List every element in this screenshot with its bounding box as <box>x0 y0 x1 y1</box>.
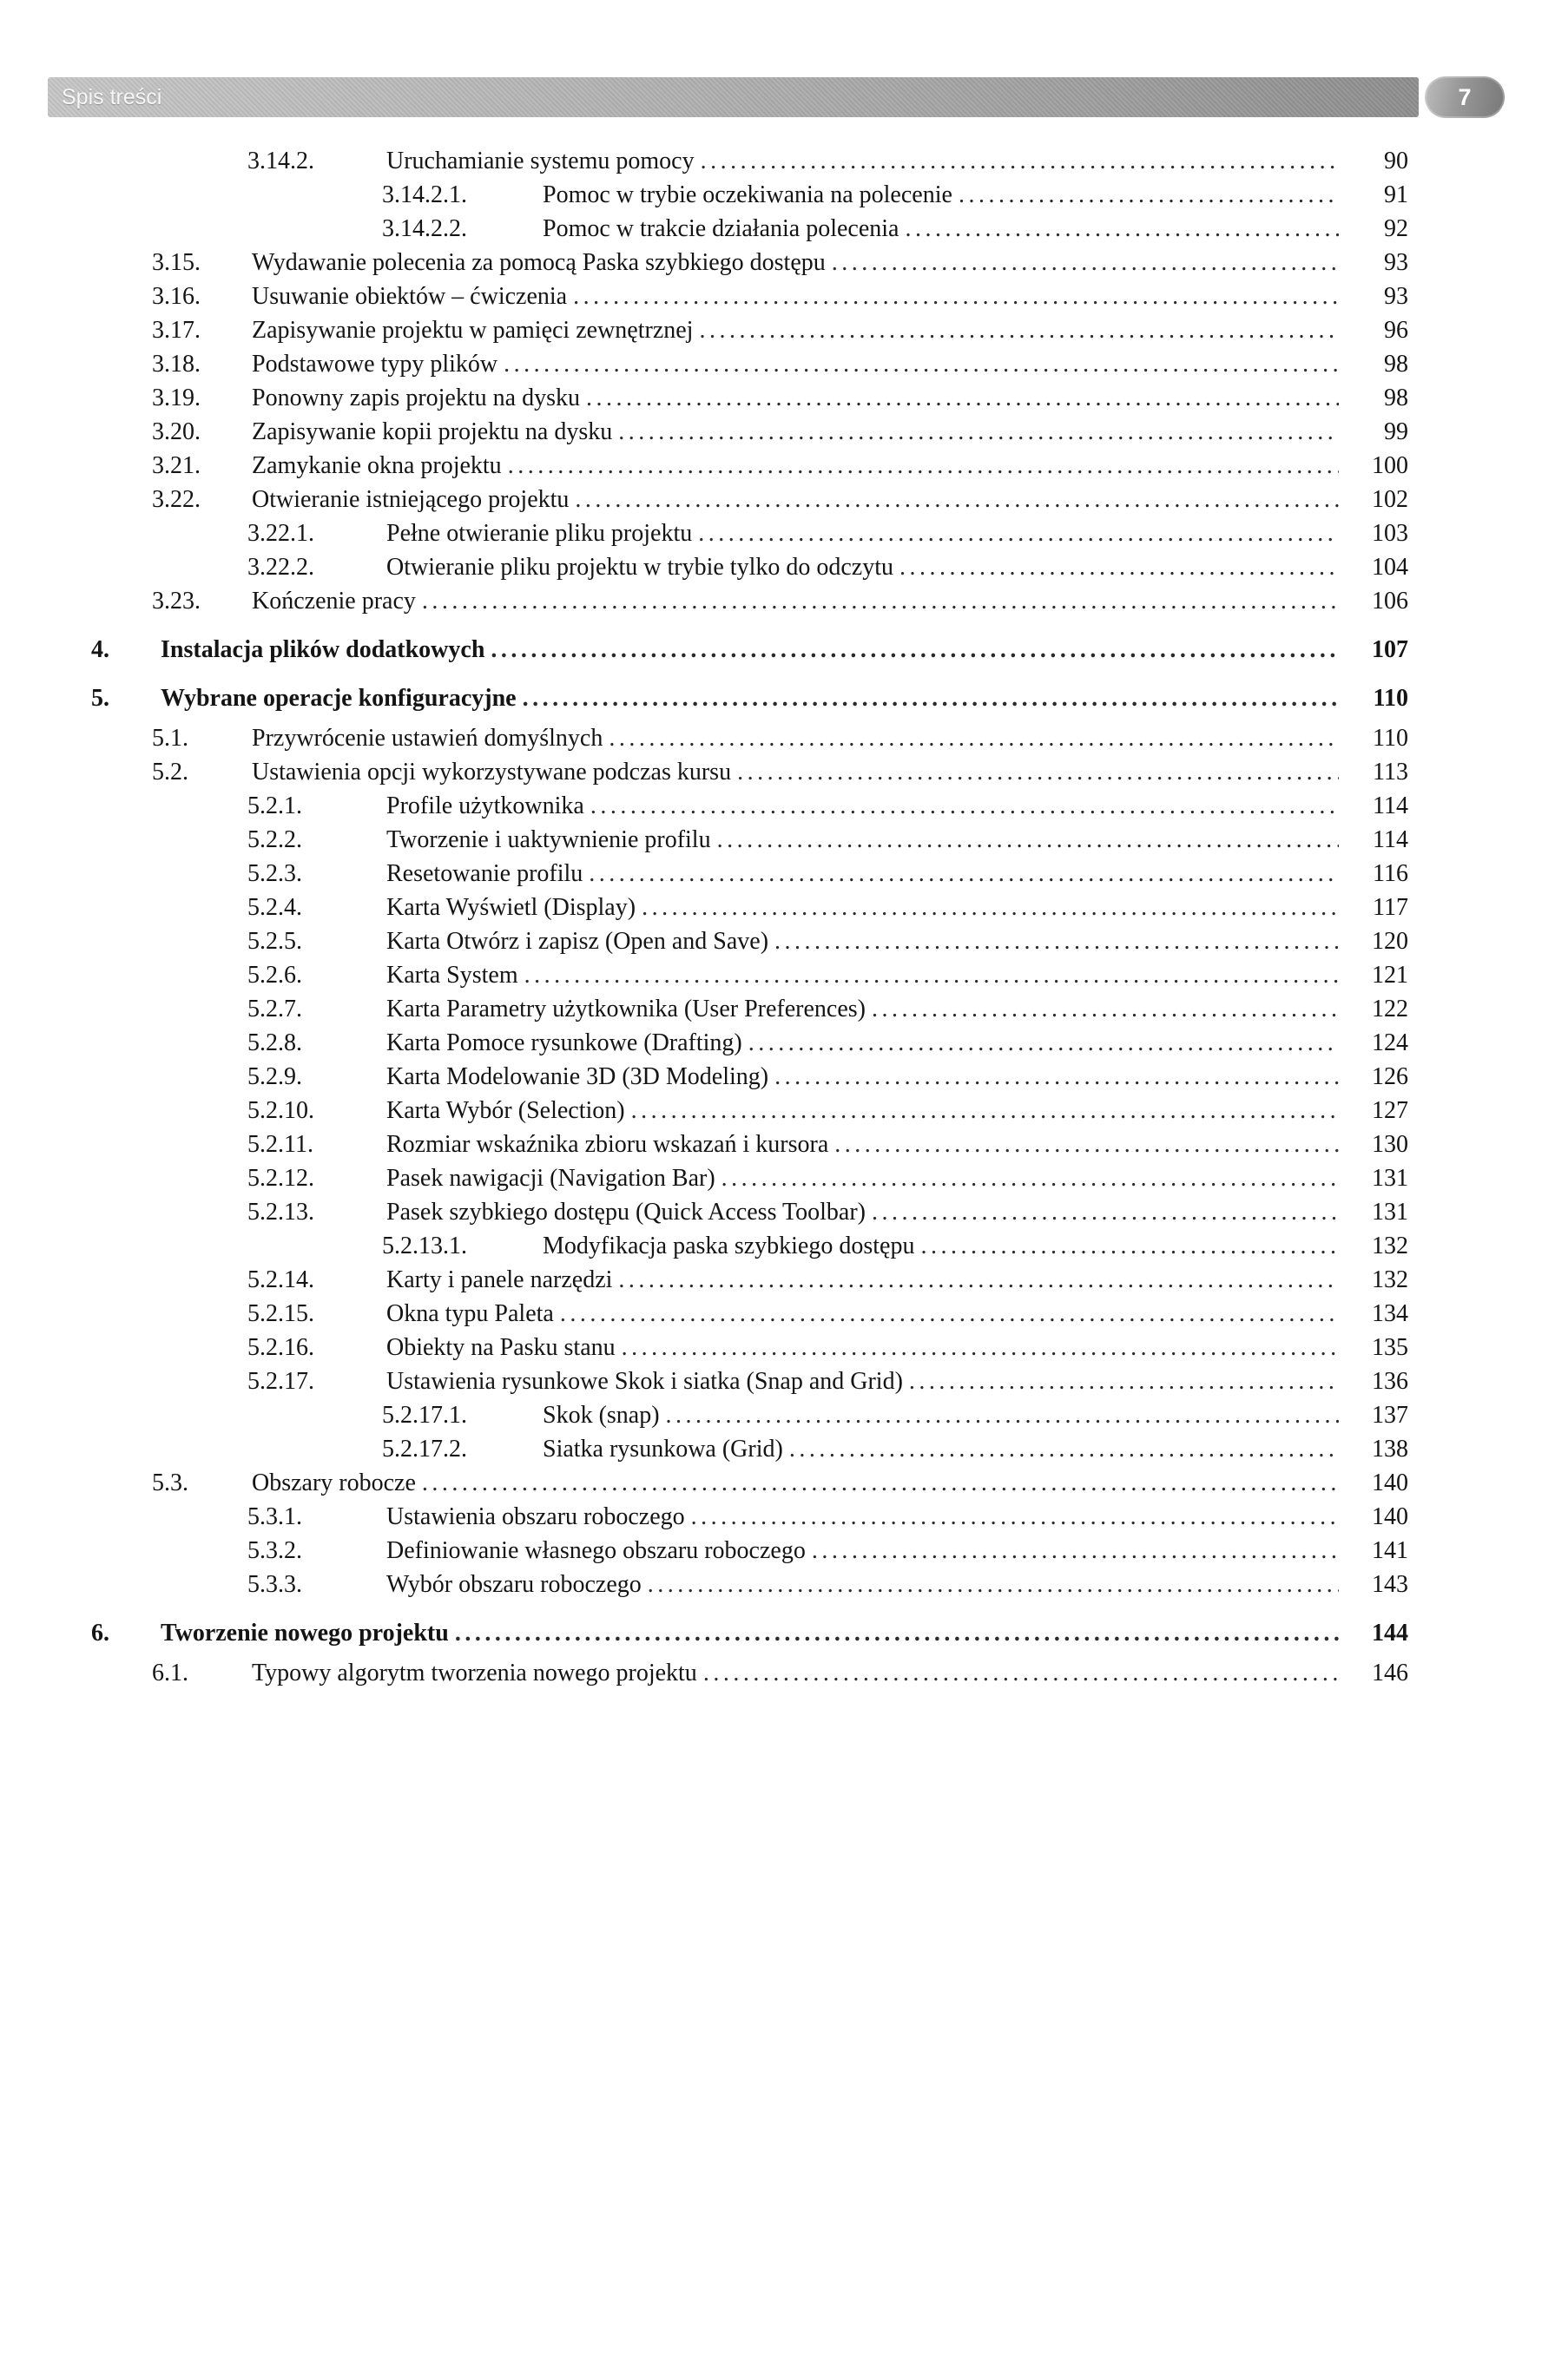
toc-entry <box>0 1060 1408 1094</box>
toc-entry <box>0 924 1408 958</box>
toc-leader-dots <box>905 212 1339 246</box>
toc-entry-number: 3.22.1. <box>247 520 314 547</box>
toc-entry-number: 3.22. <box>152 486 201 513</box>
toc-entry <box>0 1616 1408 1650</box>
toc-entry-number: 3.16. <box>152 283 201 310</box>
toc-entry-page: 126 <box>1372 1063 1408 1090</box>
toc-entry-number: 5.3. <box>152 1469 188 1496</box>
header-bar <box>48 77 1419 117</box>
toc-entry-page: 117 <box>1373 894 1408 921</box>
toc-entry-title: Pasek szybkiego dostępu (Quick Access Toolbar) <box>386 1199 866 1226</box>
toc-entry <box>0 721 1408 755</box>
toc-leader-dots <box>586 381 1339 415</box>
toc-entry-title: Wybór obszaru roboczego <box>386 1571 642 1598</box>
toc-entry-page: 93 <box>1384 249 1408 276</box>
toc-entry-title: Resetowanie profilu <box>386 860 583 887</box>
toc-entry-number: 5.2.14. <box>247 1266 314 1293</box>
toc-leader-dots <box>872 1195 1339 1229</box>
toc-leader-dots <box>422 584 1339 618</box>
toc-entry-number: 3.14.2.2. <box>382 215 467 242</box>
toc-entry-title: Karta System <box>386 962 518 989</box>
toc-entry-page: 121 <box>1372 962 1408 989</box>
toc-entry-number: 5.2.17. <box>247 1368 314 1395</box>
toc-entry-number: 5.2.11. <box>247 1131 313 1158</box>
toc-entry-title: Pasek nawigacji (Navigation Bar) <box>386 1165 715 1192</box>
toc-entry-title: Zapisywanie kopii projektu na dysku <box>252 418 613 445</box>
toc-entry-page: 120 <box>1372 928 1408 955</box>
toc-entry <box>0 1568 1408 1601</box>
toc-entry-title: Ustawienia rysunkowe Skok i siatka (Snap and Grid) <box>386 1368 903 1395</box>
toc-entry-title: Skok (snap) <box>543 1402 660 1429</box>
toc-entry-page: 103 <box>1372 520 1408 547</box>
toc-leader-dots <box>590 789 1339 823</box>
toc-entry-title: Tworzenie nowego projektu <box>161 1620 449 1647</box>
toc-entry-title: Uruchamianie systemu pomocy <box>386 148 695 174</box>
toc-entry-title: Obiekty na Pasku stanu <box>386 1334 616 1361</box>
toc-entry-title: Karta Pomoce rysunkowe (Drafting) <box>386 1029 742 1056</box>
toc-entry-number: 5.3.1. <box>247 1503 302 1530</box>
toc-entry-title: Pomoc w trakcie działania polecenia <box>543 215 899 242</box>
toc-leader-dots <box>524 958 1339 992</box>
toc-entry-page: 136 <box>1372 1368 1408 1395</box>
toc-leader-dots <box>832 246 1339 279</box>
toc-entry <box>0 449 1408 483</box>
toc-entry-page: 110 <box>1373 725 1408 752</box>
toc-entry <box>0 1026 1408 1060</box>
toc-entry-number: 5.2.12. <box>247 1165 314 1192</box>
toc-entry-number: 5.2.16. <box>247 1334 314 1361</box>
toc-entry-number: 5.1. <box>152 725 188 752</box>
toc-entry-title: Podstawowe typy plików <box>252 351 498 378</box>
toc-entry-number: 5.2.17.1. <box>382 1402 467 1429</box>
toc-leader-dots <box>508 449 1339 483</box>
toc-leader-dots <box>642 891 1339 924</box>
toc-entry-page: 100 <box>1372 452 1408 479</box>
toc-leader-dots <box>504 347 1339 381</box>
toc-entry <box>0 789 1408 823</box>
toc-entry-page: 140 <box>1372 1469 1408 1496</box>
toc-entry-number: 5.3.2. <box>247 1537 302 1564</box>
toc-leader-dots <box>899 550 1339 584</box>
toc-leader-dots <box>422 1466 1339 1500</box>
toc-entry-page: 146 <box>1372 1660 1408 1686</box>
toc-entry-title: Ponowny zapis projektu na dysku <box>252 385 580 411</box>
toc-leader-dots <box>721 1161 1339 1195</box>
toc-entry-page: 92 <box>1384 215 1408 242</box>
toc-entry-page: 131 <box>1372 1199 1408 1226</box>
toc-leader-dots <box>703 1656 1339 1690</box>
toc-entry-title: Pełne otwieranie pliku projektu <box>386 520 693 547</box>
toc-entry-number: 3.20. <box>152 418 201 445</box>
toc-leader-dots <box>631 1094 1339 1128</box>
page-header <box>48 76 1505 118</box>
toc-entry <box>0 1297 1408 1331</box>
toc-entry-page: 144 <box>1372 1620 1408 1647</box>
toc-entry-page: 91 <box>1384 181 1408 208</box>
toc-entry <box>0 1432 1408 1466</box>
toc-leader-dots <box>920 1229 1339 1263</box>
toc-entry <box>0 755 1408 789</box>
toc-entry-title: Usuwanie obiektów – ćwiczenia <box>252 283 568 310</box>
toc-entry <box>0 212 1408 246</box>
toc-entry-number: 5.2.1. <box>247 792 302 819</box>
toc-entry <box>0 1331 1408 1364</box>
toc-leader-dots <box>523 681 1339 715</box>
toc-leader-dots <box>699 313 1339 347</box>
toc-entry <box>0 178 1408 212</box>
toc-entry <box>0 681 1408 715</box>
toc-leader-dots <box>812 1534 1339 1568</box>
toc-entry-title: Profile użytkownika <box>386 792 584 819</box>
toc-leader-dots <box>872 992 1339 1026</box>
toc-entry-number: 5.2.15. <box>247 1300 314 1327</box>
toc-entry <box>0 1229 1408 1263</box>
toc-entry-page: 140 <box>1372 1503 1408 1530</box>
toc-entry-page: 127 <box>1372 1097 1408 1124</box>
toc-entry-page: 137 <box>1372 1402 1408 1429</box>
toc-entry-page: 99 <box>1384 418 1408 445</box>
toc-entry-page: 114 <box>1373 792 1408 819</box>
toc-entry-page: 141 <box>1372 1537 1408 1564</box>
toc-entry <box>0 823 1408 857</box>
toc-entry-number: 3.21. <box>152 452 201 479</box>
toc-leader-dots <box>748 1026 1339 1060</box>
toc-leader-dots <box>774 924 1339 958</box>
toc-entry-number: 5.2.10. <box>247 1097 314 1124</box>
toc-leader-dots <box>491 633 1339 667</box>
toc-entry-title: Typowy algorytm tworzenia nowego projektu <box>252 1660 697 1686</box>
toc-entry-title: Tworzenie i uaktywnienie profilu <box>386 826 711 853</box>
toc-entry-number: 5.2.17.2. <box>382 1436 467 1463</box>
toc-entry-title: Pomoc w trybie oczekiwania na polecenie <box>543 181 952 208</box>
toc-entry-title: Definiowanie własnego obszaru roboczego <box>386 1537 806 1564</box>
toc-entry-title: Karty i panele narzędzi <box>386 1266 613 1293</box>
toc-entry <box>0 1500 1408 1534</box>
toc-entry-title: Modyfikacja paska szybkiego dostępu <box>543 1233 915 1259</box>
toc-entry-page: 143 <box>1372 1571 1408 1598</box>
toc-entry-title: Siatka rysunkowa (Grid) <box>543 1436 783 1463</box>
toc-entry <box>0 550 1408 584</box>
toc-entry-page: 114 <box>1373 826 1408 853</box>
page-number-badge: 7 <box>1425 76 1505 118</box>
toc-entry-page: 122 <box>1372 996 1408 1022</box>
toc-entry <box>0 1094 1408 1128</box>
toc-entry-page: 135 <box>1372 1334 1408 1361</box>
toc-entry <box>0 1466 1408 1500</box>
toc-entry-number: 5.2.8. <box>247 1029 302 1056</box>
toc-entry-title: Ustawienia obszaru roboczego <box>386 1503 685 1530</box>
toc-entry-number: 5.2.2. <box>247 826 302 853</box>
page-title: Spis treści <box>62 84 162 109</box>
toc-entry-number: 3.19. <box>152 385 201 411</box>
toc-entry-page: 124 <box>1372 1029 1408 1056</box>
toc-entry-page: 106 <box>1372 588 1408 615</box>
toc-entry-page: 110 <box>1373 685 1408 712</box>
toc-entry <box>0 584 1408 618</box>
toc-entry-page: 131 <box>1372 1165 1408 1192</box>
toc-entry <box>0 246 1408 279</box>
toc-entry-page: 134 <box>1372 1300 1408 1327</box>
toc-entry <box>0 857 1408 891</box>
toc-entry-title: Ustawienia opcji wykorzystywane podczas kursu <box>252 759 732 786</box>
toc-entry-page: 90 <box>1384 148 1408 174</box>
toc-entry <box>0 1534 1408 1568</box>
toc-entry <box>0 633 1408 667</box>
toc-entry <box>0 516 1408 550</box>
toc-leader-dots <box>701 144 1339 178</box>
toc-entry-number: 5.2.7. <box>247 996 302 1022</box>
toc-leader-dots <box>909 1364 1339 1398</box>
toc-leader-dots <box>789 1432 1339 1466</box>
toc-entry-page: 116 <box>1373 860 1408 887</box>
toc-leader-dots <box>609 721 1339 755</box>
toc-entry <box>0 992 1408 1026</box>
toc-entry-title: Wybrane operacje konfiguracyjne <box>161 685 517 712</box>
toc-entry-number: 5. <box>91 685 109 712</box>
toc-entry-title: Okna typu Paleta <box>386 1300 554 1327</box>
toc-leader-dots <box>666 1398 1339 1432</box>
toc-entry-number: 3.14.2.1. <box>382 181 467 208</box>
toc-entry-title: Otwieranie pliku projektu w trybie tylko do odczytu <box>386 554 893 581</box>
toc-entry <box>0 1656 1408 1690</box>
toc-leader-dots <box>959 178 1339 212</box>
toc-entry <box>0 891 1408 924</box>
toc-leader-dots <box>622 1331 1339 1364</box>
toc-leader-dots <box>737 755 1339 789</box>
toc-entry-title: Instalacja plików dodatkowych <box>161 636 485 663</box>
toc-leader-dots <box>698 516 1339 550</box>
toc-entry-number: 5.2.13.1. <box>382 1233 467 1259</box>
toc-leader-dots <box>717 823 1339 857</box>
toc-leader-dots <box>648 1568 1339 1601</box>
toc-entry-number: 5.2.3. <box>247 860 302 887</box>
toc-entry-number: 5.2.4. <box>247 894 302 921</box>
toc-leader-dots <box>834 1128 1339 1161</box>
toc-entry <box>0 381 1408 415</box>
toc-entry <box>0 1263 1408 1297</box>
toc-entry-number: 6.1. <box>152 1660 188 1686</box>
toc-entry-number: 3.22.2. <box>247 554 314 581</box>
toc-leader-dots <box>618 1263 1339 1297</box>
toc-entry <box>0 1195 1408 1229</box>
toc-entry-page: 98 <box>1384 385 1408 411</box>
toc-list <box>0 144 1408 1690</box>
toc-entry-page: 138 <box>1372 1436 1408 1463</box>
toc-entry-page: 132 <box>1372 1266 1408 1293</box>
toc-entry-page: 104 <box>1372 554 1408 581</box>
toc-entry <box>0 144 1408 178</box>
toc-entry-page: 130 <box>1372 1131 1408 1158</box>
toc-entry-title: Otwieranie istniejącego projektu <box>252 486 570 513</box>
toc-entry-title: Karta Parametry użytkownika (User Preferences) <box>386 996 866 1022</box>
toc-entry-title: Rozmiar wskaźnika zbioru wskazań i kursora <box>386 1131 829 1158</box>
toc-leader-dots <box>589 857 1339 891</box>
toc-entry-title: Karta Wybór (Selection) <box>386 1097 625 1124</box>
toc-entry-number: 5.2.9. <box>247 1063 302 1090</box>
toc-entry-number: 3.18. <box>152 351 201 378</box>
toc-entry-number: 3.15. <box>152 249 201 276</box>
toc-entry-page: 102 <box>1372 486 1408 513</box>
toc-entry <box>0 1364 1408 1398</box>
toc-entry <box>0 313 1408 347</box>
toc-entry-page: 107 <box>1372 636 1408 663</box>
toc-entry-title: Zapisywanie projektu w pamięci zewnętrznej <box>252 317 694 344</box>
toc-entry-title: Karta Modelowanie 3D (3D Modeling) <box>386 1063 769 1090</box>
toc-entry-title: Karta Wyświetl (Display) <box>386 894 636 921</box>
toc-entry-number: 5.2.6. <box>247 962 302 989</box>
toc-entry-page: 96 <box>1384 317 1408 344</box>
toc-entry <box>0 415 1408 449</box>
toc-entry <box>0 483 1408 516</box>
toc-entry-number: 5.2.5. <box>247 928 302 955</box>
toc-entry-page: 113 <box>1373 759 1408 786</box>
toc-entry-page: 98 <box>1384 351 1408 378</box>
toc-entry-number: 3.23. <box>152 588 201 615</box>
toc-entry-number: 6. <box>91 1620 109 1647</box>
toc-entry <box>0 347 1408 381</box>
toc-leader-dots <box>573 279 1339 313</box>
toc-entry-title: Przywrócenie ustawień domyślnych <box>252 725 603 752</box>
toc-leader-dots <box>691 1500 1339 1534</box>
toc-entry <box>0 1128 1408 1161</box>
toc-entry <box>0 279 1408 313</box>
toc-entry-title: Zamykanie okna projektu <box>252 452 502 479</box>
toc-entry-page: 132 <box>1372 1233 1408 1259</box>
toc-entry-number: 3.14.2. <box>247 148 314 174</box>
toc-entry-page: 93 <box>1384 283 1408 310</box>
toc-leader-dots <box>575 483 1339 516</box>
toc-leader-dots <box>618 415 1339 449</box>
toc-leader-dots <box>455 1616 1339 1650</box>
toc-entry <box>0 1398 1408 1432</box>
toc-entry-number: 3.17. <box>152 317 201 344</box>
toc-entry-title: Kończenie pracy <box>252 588 416 615</box>
toc-leader-dots <box>774 1060 1339 1094</box>
toc-entry-title: Karta Otwórz i zapisz (Open and Save) <box>386 928 769 955</box>
toc-entry-number: 5.3.3. <box>247 1571 302 1598</box>
toc-entry-title: Obszary robocze <box>252 1469 416 1496</box>
toc-leader-dots <box>560 1297 1339 1331</box>
toc-entry <box>0 1161 1408 1195</box>
toc-entry-number: 4. <box>91 636 109 663</box>
toc-entry-title: Wydawanie polecenia za pomocą Paska szybkiego dostępu <box>252 249 826 276</box>
toc-entry <box>0 958 1408 992</box>
toc-entry-number: 5.2. <box>152 759 188 786</box>
toc-entry-number: 5.2.13. <box>247 1199 314 1226</box>
